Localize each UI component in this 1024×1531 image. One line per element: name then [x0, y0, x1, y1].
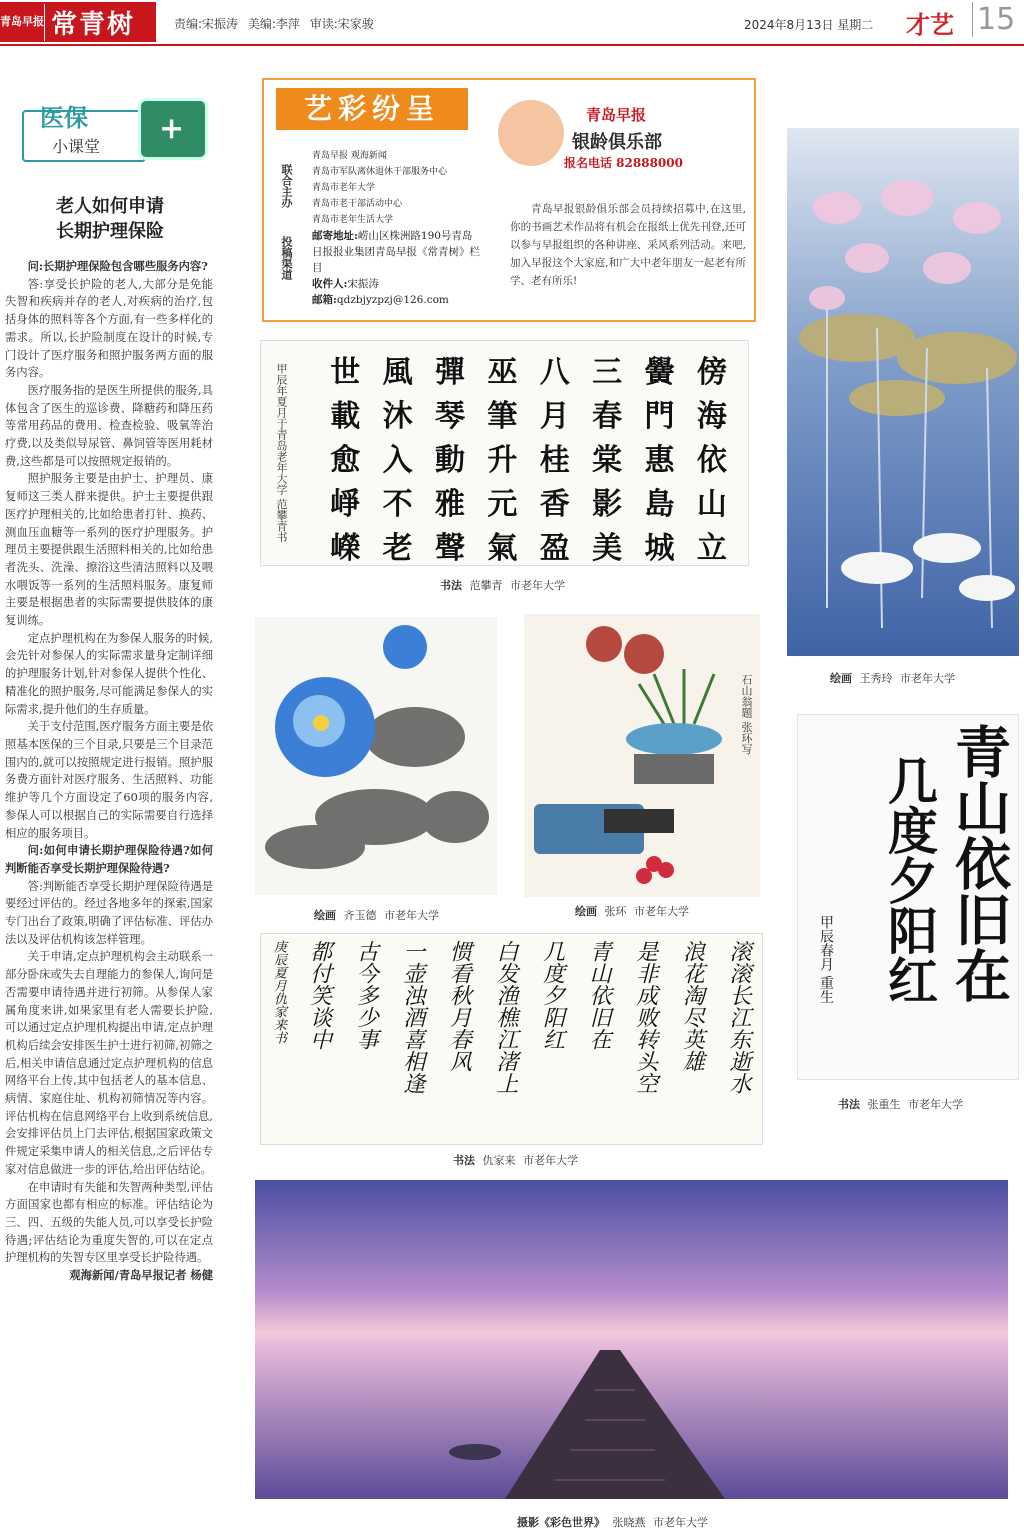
caption-cal2: 书法 张重生 市老年大学 — [838, 1098, 963, 1111]
calligraphy-char: 崢 — [330, 487, 361, 522]
paragraph: 关于支付范围,医疗服务方面主要是依照基本医保的三个目录,只要是三个目录范围内的,就可以按照规定进行报销。照护服务费方面针对医疗服务、生活照料、功能维护等几个方面设定了60项的服务内容,参保人可以根据自己的实际需要自行选择相应的服务项目。 — [5, 720, 213, 840]
brand-top: 青岛早报 — [0, 15, 44, 28]
calligraphy-char: 世 — [330, 355, 361, 390]
question: 问:长期护理保险包含哪些服务内容? — [27, 259, 208, 273]
paragraph: 答:判断能否享受长期护理保险待遇是要经过评估的。经过各地多年的探索,国家专门出台了政策,明确了评估标准、评估办法以及评估机构该怎样管理。 — [5, 879, 213, 946]
calligraphy-char: 盈 — [539, 531, 570, 566]
cursive-column: 白发渔樵江渚上 — [492, 940, 518, 1094]
column-logo — [22, 98, 212, 168]
brand-block — [0, 2, 156, 42]
paragraph: 在申请时有失能和失智两种类型,评估方面国家也都有相应的标准。评估结论为三、四、五级的失能人员,可以享受长护险待遇;评估结论为重度失智的,可以在定点护理机构的失智专区里享受长护险待遇。 — [5, 1180, 213, 1265]
calligraphy-char: 黌 — [644, 355, 675, 390]
paragraph: 照护服务主要是由护士、护理员、康复师这三类人群来提供。护士主要提供跟医疗护理相关的,比如给患者打针、换药、测血压血糖等一系列的医疗护理服务。护理员主要提供跟生活照料相关的,比如给患者洗头、洗澡、擦浴这些清洁照料以及喂水喂饭等一系列的生活照料服务。康复师主要是根据患者的实际需要提供肢体的康复训练。 — [5, 472, 213, 628]
calligraphy-char: 影 — [592, 487, 623, 522]
cursive-column: 一壶浊酒喜相逢 — [399, 940, 425, 1094]
panel-banner: 艺彩纷呈 — [276, 88, 468, 130]
calligraphy-char: 載 — [330, 399, 361, 434]
calligraphy-char: 老 — [382, 531, 413, 566]
calligraphy-qiu-jialai — [260, 933, 763, 1145]
calligraphy-char: 筆 — [487, 399, 518, 434]
cursive-column: 是非成败转头空 — [632, 940, 658, 1094]
club-phone: 报名电话 82888000 — [564, 156, 683, 170]
calligraphy-char: 惠 — [644, 443, 675, 478]
calligraphy-char: 雅 — [434, 487, 465, 522]
cursive-column: 几度夕阳红 — [539, 940, 565, 1050]
calligraphy-char: 沐 — [382, 399, 413, 434]
calligraphy-char: 入 — [382, 443, 413, 478]
host-label: 联合主办 — [280, 164, 293, 208]
calligraphy-char: 三 — [592, 355, 623, 390]
calligraphy-char: 傍 — [696, 355, 727, 390]
caption-cal3: 书法 仇家来 市老年大学 — [453, 1154, 578, 1167]
contact-info: 邮寄地址:崂山区株洲路190号青岛日报报业集团青岛早报《常青树》栏目 收件人:宋振涛 邮箱:qdzbjyzpzj@126.com — [312, 230, 480, 306]
paragraph: 答:享受长护险的老人,大部分是免能失智和疾病并存的老人,对疾病的治疗,包括身体的照料等各个方面,有一些多样化的需求。所以,长护险制度在设计的时候,专门设计了医疗服务和照护服务两方面的服务内容。 — [5, 277, 213, 380]
club-intro: 青岛早报银龄俱乐部会员持续招募中,在这里,你的书画艺术作品将有机会在报纸上优先刊登,还可以参与早报组织的各种讲座、采风系列活动。来吧,加入早报这个大家庭,和广大中老年朋友一起老有所学、老有所乐! — [510, 203, 746, 287]
caption-paint2: 绘画 齐玉德 市老年大学 — [314, 909, 439, 922]
cursive-column: 浪花淘尽英雄 — [679, 940, 705, 1072]
calligraphy-char: 氣 — [487, 531, 518, 566]
submit-label: 投稿渠道 — [280, 236, 293, 280]
calligraphy-zhang-chongsheng: 青山依旧在 几度夕阳红 甲辰春月 重生 — [797, 714, 1019, 1080]
paragraph: 定点护理机构在为参保人服务的时候,会先针对参保人的实际需求量身定制详细的护理服务计划,针对参保人提供个性化、精准化的照护服务,尽可能满足参保人的实际需求,提升他们的生存质量。 — [5, 631, 213, 716]
issue-date: 2024年8月13日 星期二 — [744, 18, 874, 32]
calligraphy-char: 美 — [592, 531, 623, 566]
painting-blue-peony — [255, 617, 497, 895]
cursive-column: 古今多少事 — [353, 940, 379, 1050]
calligraphy-char: 桂 — [539, 443, 570, 478]
cursive-column: 滚滚长江东逝水 — [725, 940, 751, 1094]
section-name: 才艺 — [906, 10, 954, 39]
organizer-list: 青岛早报 观海新闻 青岛市军队离休退休干部服务中心 青岛市老年大学 青岛市老干部活动中心 青岛市老年生活大学 — [312, 151, 448, 225]
header-rule — [0, 44, 1024, 46]
caption-paint3: 绘画 张环 市老年大学 — [575, 905, 689, 918]
seniors-illustration-icon — [498, 100, 564, 166]
cursive-column: 庚辰夏月仇家来书 — [271, 940, 286, 1044]
question: 问:如何申请长期护理保险待遇?如何判断能否享受长期护理保险待遇? — [5, 843, 213, 875]
calligraphy-char: 巫 — [487, 355, 518, 390]
page-number: 15 — [972, 2, 1015, 37]
calligraphy-fan-panqing: 甲辰年夏月于青岛老年大学 范攀青书 傍 海 依 山 立 黌 門 惠 島 城 三 春 棠 影 美 八 月 桂 香 盈 巫 筆 升 元 氣 彈 琴 動 雅 聲 風 沐 入 不 老 世 載 愈 崢 嶸 — [260, 340, 749, 566]
calligraphy-char: 島 — [644, 487, 675, 522]
medical-kit-icon: + — [138, 98, 208, 160]
painting-still-life: 石山翁题 张环写 — [524, 614, 760, 897]
calligraphy-char: 八 — [539, 355, 570, 390]
calligraphy-char: 不 — [382, 487, 413, 522]
calligraphy-char: 山 — [696, 487, 727, 522]
calligraphy-char: 彈 — [434, 355, 465, 390]
cursive-column: 青山依旧在 — [586, 940, 612, 1050]
cursive-column: 都付笑谈中 — [306, 940, 332, 1050]
submission-panel — [262, 78, 756, 322]
email-address: qdzbjyzpzj@126.com — [336, 294, 449, 306]
paragraph: 关于申请,定点护理机构会主动联系一部分卧床或失去自理能力的参保人,询问是否需要申请待遇并进行初筛。从参保人家属角度来讲,如果家里有老人需要长护险,可以通过定点护理机构提出申请,定点护理机构后续会安排医生护士进行初筛,初筛之后,相关申请信息通过定点护理机构的信息网络平台上传,其中包括老人的基本信息、病情、家庭住址、机构初筛情况等内容。评估机构在信息网络平台上收到系统信息,会安排评估员上门去评估,根据国家政策文件规定采集申请人的相关信息,之后评估专家对信息做进一步的评估,给出评估结论。 — [5, 950, 213, 1176]
calligraphy-char: 城 — [644, 531, 675, 566]
calligraphy-grid — [319, 347, 738, 566]
caption-photo: 摄影《彩色世界》 张晓燕 市老年大学 — [517, 1516, 708, 1529]
club-badge: 青岛早报 银龄俱乐部 报名电话 82888000 — [498, 100, 690, 174]
photo-colorful-world — [255, 1180, 1008, 1499]
calligraphy-char: 立 — [696, 531, 727, 566]
calligraphy-char: 升 — [487, 443, 518, 478]
caption-paint1: 绘画 王秀玲 市老年大学 — [830, 672, 955, 685]
calligraphy-char: 愈 — [330, 443, 361, 478]
cursive-columns — [269, 940, 754, 1138]
calligraphy-char: 依 — [696, 443, 727, 478]
logo-subtitle: 小课堂 — [52, 137, 101, 156]
calligraphy-char: 動 — [434, 443, 465, 478]
calligraphy-char: 棠 — [592, 443, 623, 478]
calligraphy-char: 嶸 — [330, 531, 361, 566]
article-title: 老人如何申请 长期护理保险 — [56, 196, 164, 242]
article-body — [5, 258, 213, 1285]
calligraphy-char: 香 — [539, 487, 570, 522]
calligraphy-char: 門 — [644, 399, 675, 434]
caption-cal1: 书法 范攀青 市老年大学 — [440, 579, 565, 592]
calligraphy-char: 元 — [487, 487, 518, 522]
calligraphy-char: 聲 — [434, 531, 465, 566]
brand-name: 常青树 — [44, 4, 135, 41]
calligraphy-char: 風 — [382, 355, 413, 390]
byline: 观海新闻/青岛早报记者 杨健 — [69, 1268, 213, 1283]
calligraphy-char: 琴 — [434, 399, 465, 434]
calligraphy-char: 春 — [592, 399, 623, 434]
calligraphy-char: 月 — [539, 399, 570, 434]
page-header — [0, 0, 1024, 44]
painting-lotus-geese — [787, 128, 1019, 656]
cursive-column: 惯看秋月春风 — [446, 940, 472, 1072]
logo-title: 医保 — [40, 104, 88, 132]
calligraphy-char: 海 — [696, 399, 727, 434]
editor-credits: 责编:宋振涛 美编:李萍 审读:宋家骏 — [174, 17, 374, 31]
paragraph: 医疗服务指的是医生所提供的服务,具体包含了医生的巡诊费、降糖药和降压药等常用药品的费用、检查检验、吸氧等治疗费,以及类似导尿管、鼻饲管等医用耗材费,这些都是可以按照规定报销的。 — [5, 383, 213, 468]
